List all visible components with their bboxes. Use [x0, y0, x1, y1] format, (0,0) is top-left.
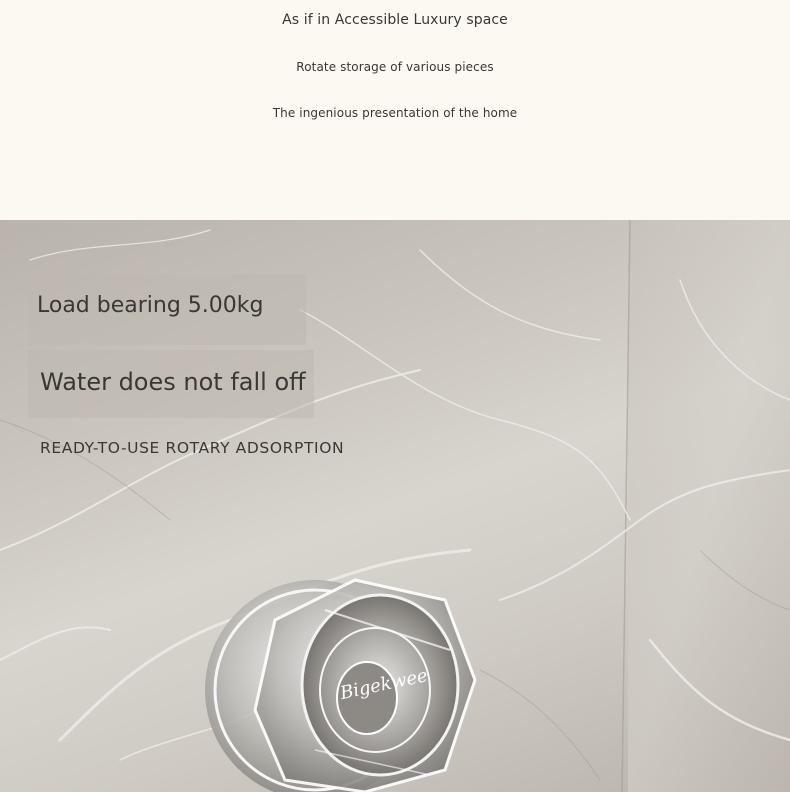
load-bearing-label: Load bearing 5.00kg	[37, 293, 264, 318]
header-section	[0, 0, 790, 220]
suction-hook-icon	[195, 540, 485, 792]
header-line-1: As if in Accessible Luxury space	[282, 12, 508, 28]
header-line-2: Rotate storage of various pieces	[296, 60, 494, 74]
water-label: Water does not fall off	[40, 368, 306, 396]
header-line-3: The ingenious presentation of the home	[272, 106, 518, 120]
tagline: READY-TO-USE ROTARY ADSORPTION	[40, 439, 345, 457]
hook-engraving: Bigekwee	[338, 665, 430, 705]
product-photo	[0, 220, 790, 792]
suction-hook	[195, 540, 485, 792]
